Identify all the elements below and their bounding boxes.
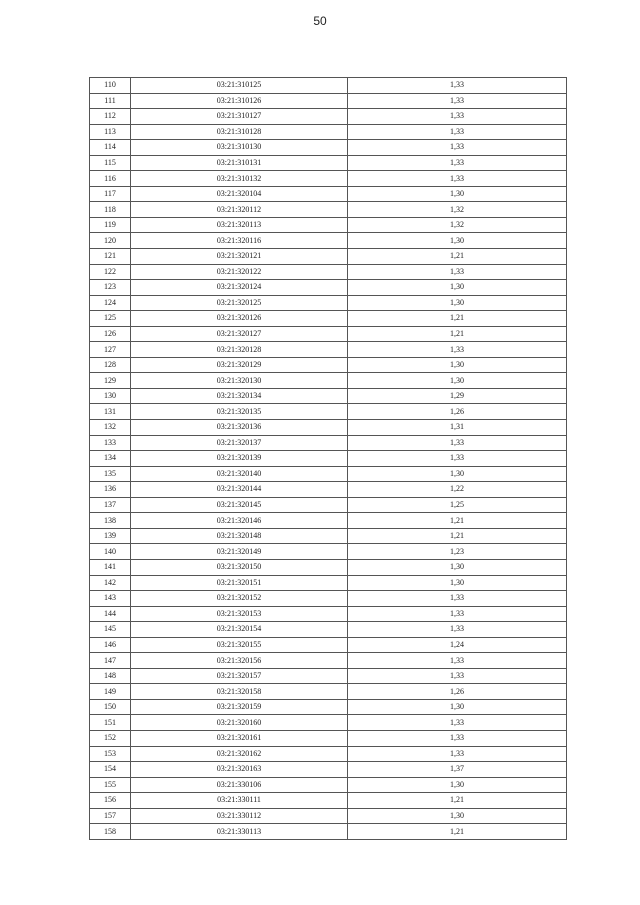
cadastral-number-cell: 03:21:320137: [131, 435, 348, 451]
cadastral-number-cell: 03:21:320150: [131, 559, 348, 575]
row-number-cell: 158: [90, 824, 131, 840]
row-number-cell: 152: [90, 730, 131, 746]
table-row: [90, 513, 567, 529]
table-body: [90, 78, 567, 840]
table-row: [90, 280, 567, 296]
value-cell: 1,33: [348, 451, 567, 467]
row-number-cell: 146: [90, 637, 131, 653]
cadastral-number-cell: 03:21:320145: [131, 497, 348, 513]
value-cell: 1,29: [348, 388, 567, 404]
table-row: [90, 715, 567, 731]
table-row: [90, 730, 567, 746]
table-row: [90, 249, 567, 265]
table-row: [90, 653, 567, 669]
row-number-cell: 129: [90, 373, 131, 389]
cadastral-number-cell: 03:21:310125: [131, 78, 348, 94]
value-cell: 1,25: [348, 497, 567, 513]
table-row: [90, 746, 567, 762]
row-number-cell: 147: [90, 653, 131, 669]
cadastral-number-cell: 03:21:320159: [131, 699, 348, 715]
cadastral-number-cell: 03:21:320104: [131, 186, 348, 202]
value-cell: 1,30: [348, 575, 567, 591]
value-cell: 1,33: [348, 746, 567, 762]
table-row: [90, 824, 567, 840]
value-cell: 1,37: [348, 762, 567, 778]
cadastral-number-cell: 03:21:320144: [131, 482, 348, 498]
cadastral-number-cell: 03:21:330112: [131, 808, 348, 824]
row-number-cell: 151: [90, 715, 131, 731]
value-cell: 1,30: [348, 280, 567, 296]
cadastral-number-cell: 03:21:320163: [131, 762, 348, 778]
value-cell: 1,33: [348, 730, 567, 746]
value-cell: 1,32: [348, 217, 567, 233]
value-cell: 1,33: [348, 140, 567, 156]
value-cell: 1,21: [348, 513, 567, 529]
cadastral-number-cell: 03:21:320161: [131, 730, 348, 746]
row-number-cell: 143: [90, 591, 131, 607]
row-number-cell: 118: [90, 202, 131, 218]
row-number-cell: 111: [90, 93, 131, 109]
value-cell: 1,33: [348, 93, 567, 109]
value-cell: 1,30: [348, 186, 567, 202]
table-row: [90, 233, 567, 249]
value-cell: 1,22: [348, 482, 567, 498]
row-number-cell: 124: [90, 295, 131, 311]
row-number-cell: 136: [90, 482, 131, 498]
row-number-cell: 153: [90, 746, 131, 762]
value-cell: 1,30: [348, 559, 567, 575]
row-number-cell: 117: [90, 186, 131, 202]
table-row: [90, 451, 567, 467]
cadastral-number-cell: 03:21:320126: [131, 311, 348, 327]
cadastral-number-cell: 03:21:320113: [131, 217, 348, 233]
row-number-cell: 155: [90, 777, 131, 793]
row-number-cell: 149: [90, 684, 131, 700]
value-cell: 1,30: [348, 699, 567, 715]
value-cell: 1,26: [348, 404, 567, 420]
value-cell: 1,30: [348, 373, 567, 389]
value-cell: 1,33: [348, 622, 567, 638]
table-row: [90, 528, 567, 544]
row-number-cell: 135: [90, 466, 131, 482]
row-number-cell: 126: [90, 326, 131, 342]
value-cell: 1,30: [348, 233, 567, 249]
table-row: [90, 93, 567, 109]
table-row: [90, 404, 567, 420]
cadastral-number-cell: 03:21:320130: [131, 373, 348, 389]
cadastral-number-cell: 03:21:320146: [131, 513, 348, 529]
cadastral-number-cell: 03:21:320153: [131, 606, 348, 622]
table-row: [90, 622, 567, 638]
table-row: [90, 637, 567, 653]
value-cell: 1,21: [348, 793, 567, 809]
cadastral-number-cell: 03:21:320158: [131, 684, 348, 700]
value-cell: 1,33: [348, 264, 567, 280]
value-cell: 1,23: [348, 544, 567, 560]
table-row: [90, 777, 567, 793]
data-table: [89, 77, 567, 840]
table-row: [90, 668, 567, 684]
table-row: [90, 78, 567, 94]
table-row: [90, 373, 567, 389]
cadastral-number-cell: 03:21:320124: [131, 280, 348, 296]
cadastral-number-cell: 03:21:320160: [131, 715, 348, 731]
row-number-cell: 128: [90, 357, 131, 373]
row-number-cell: 133: [90, 435, 131, 451]
table-row: [90, 109, 567, 125]
table-row: [90, 575, 567, 591]
row-number-cell: 122: [90, 264, 131, 280]
table-row: [90, 544, 567, 560]
cadastral-number-cell: 03:21:320157: [131, 668, 348, 684]
row-number-cell: 123: [90, 280, 131, 296]
cadastral-number-cell: 03:21:310130: [131, 140, 348, 156]
cadastral-number-cell: 03:21:320152: [131, 591, 348, 607]
table-row: [90, 295, 567, 311]
value-cell: 1,33: [348, 171, 567, 187]
value-cell: 1,30: [348, 357, 567, 373]
cadastral-number-cell: 03:21:320149: [131, 544, 348, 560]
cadastral-number-cell: 03:21:320140: [131, 466, 348, 482]
table-row: [90, 808, 567, 824]
value-cell: 1,21: [348, 824, 567, 840]
table-row: [90, 699, 567, 715]
table-row: [90, 482, 567, 498]
table-row: [90, 435, 567, 451]
cadastral-number-cell: 03:21:320154: [131, 622, 348, 638]
row-number-cell: 110: [90, 78, 131, 94]
table-row: [90, 311, 567, 327]
table-row: [90, 497, 567, 513]
cadastral-number-cell: 03:21:330113: [131, 824, 348, 840]
row-number-cell: 150: [90, 699, 131, 715]
cadastral-number-cell: 03:21:320122: [131, 264, 348, 280]
value-cell: 1,26: [348, 684, 567, 700]
table-row: [90, 591, 567, 607]
cadastral-number-cell: 03:21:320151: [131, 575, 348, 591]
row-number-cell: 141: [90, 559, 131, 575]
row-number-cell: 115: [90, 155, 131, 171]
cadastral-number-cell: 03:21:320156: [131, 653, 348, 669]
value-cell: 1,24: [348, 637, 567, 653]
value-cell: 1,33: [348, 653, 567, 669]
value-cell: 1,21: [348, 326, 567, 342]
cadastral-number-cell: 03:21:310132: [131, 171, 348, 187]
table-row: [90, 264, 567, 280]
row-number-cell: 131: [90, 404, 131, 420]
cadastral-number-cell: 03:21:320162: [131, 746, 348, 762]
cadastral-number-cell: 03:21:320135: [131, 404, 348, 420]
cadastral-number-cell: 03:21:330106: [131, 777, 348, 793]
row-number-cell: 132: [90, 420, 131, 436]
page-number: 50: [313, 14, 327, 28]
value-cell: 1,33: [348, 342, 567, 358]
table-row: [90, 171, 567, 187]
value-cell: 1,30: [348, 777, 567, 793]
row-number-cell: 144: [90, 606, 131, 622]
cadastral-number-cell: 03:21:320116: [131, 233, 348, 249]
cadastral-number-cell: 03:21:320148: [131, 528, 348, 544]
table-row: [90, 186, 567, 202]
row-number-cell: 154: [90, 762, 131, 778]
value-cell: 1,33: [348, 435, 567, 451]
table-row: [90, 559, 567, 575]
cadastral-number-cell: 03:21:320125: [131, 295, 348, 311]
row-number-cell: 112: [90, 109, 131, 125]
row-number-cell: 125: [90, 311, 131, 327]
value-cell: 1,32: [348, 202, 567, 218]
cadastral-number-cell: 03:21:310126: [131, 93, 348, 109]
cadastral-number-cell: 03:21:310127: [131, 109, 348, 125]
row-number-cell: 134: [90, 451, 131, 467]
table-row: [90, 793, 567, 809]
table-row: [90, 357, 567, 373]
value-cell: 1,33: [348, 715, 567, 731]
value-cell: 1,30: [348, 295, 567, 311]
value-cell: 1,30: [348, 466, 567, 482]
table-row: [90, 202, 567, 218]
row-number-cell: 130: [90, 388, 131, 404]
row-number-cell: 116: [90, 171, 131, 187]
cadastral-number-cell: 03:21:330111: [131, 793, 348, 809]
value-cell: 1,31: [348, 420, 567, 436]
value-cell: 1,33: [348, 606, 567, 622]
table-row: [90, 606, 567, 622]
table-row: [90, 342, 567, 358]
table-row: [90, 762, 567, 778]
row-number-cell: 148: [90, 668, 131, 684]
cadastral-number-cell: 03:21:310128: [131, 124, 348, 140]
row-number-cell: 137: [90, 497, 131, 513]
table-row: [90, 466, 567, 482]
row-number-cell: 145: [90, 622, 131, 638]
cadastral-number-cell: 03:21:320155: [131, 637, 348, 653]
cadastral-number-cell: 03:21:320134: [131, 388, 348, 404]
value-cell: 1,21: [348, 311, 567, 327]
value-cell: 1,33: [348, 78, 567, 94]
row-number-cell: 156: [90, 793, 131, 809]
row-number-cell: 139: [90, 528, 131, 544]
value-cell: 1,33: [348, 155, 567, 171]
row-number-cell: 119: [90, 217, 131, 233]
value-cell: 1,33: [348, 668, 567, 684]
value-cell: 1,33: [348, 124, 567, 140]
cadastral-number-cell: 03:21:320121: [131, 249, 348, 265]
cadastral-number-cell: 03:21:320136: [131, 420, 348, 436]
value-cell: 1,21: [348, 249, 567, 265]
value-cell: 1,30: [348, 808, 567, 824]
row-number-cell: 127: [90, 342, 131, 358]
table-row: [90, 217, 567, 233]
value-cell: 1,33: [348, 109, 567, 125]
cadastral-number-cell: 03:21:320139: [131, 451, 348, 467]
table-row: [90, 388, 567, 404]
value-cell: 1,33: [348, 591, 567, 607]
table-row: [90, 684, 567, 700]
row-number-cell: 140: [90, 544, 131, 560]
row-number-cell: 121: [90, 249, 131, 265]
cadastral-number-cell: 03:21:310131: [131, 155, 348, 171]
cadastral-number-cell: 03:21:320129: [131, 357, 348, 373]
cadastral-number-cell: 03:21:320112: [131, 202, 348, 218]
table-row: [90, 140, 567, 156]
row-number-cell: 120: [90, 233, 131, 249]
value-cell: 1,21: [348, 528, 567, 544]
row-number-cell: 142: [90, 575, 131, 591]
table-row: [90, 420, 567, 436]
row-number-cell: 114: [90, 140, 131, 156]
table-row: [90, 155, 567, 171]
table-row: [90, 124, 567, 140]
cadastral-number-cell: 03:21:320128: [131, 342, 348, 358]
row-number-cell: 138: [90, 513, 131, 529]
row-number-cell: 157: [90, 808, 131, 824]
row-number-cell: 113: [90, 124, 131, 140]
cadastral-number-cell: 03:21:320127: [131, 326, 348, 342]
table-row: [90, 326, 567, 342]
